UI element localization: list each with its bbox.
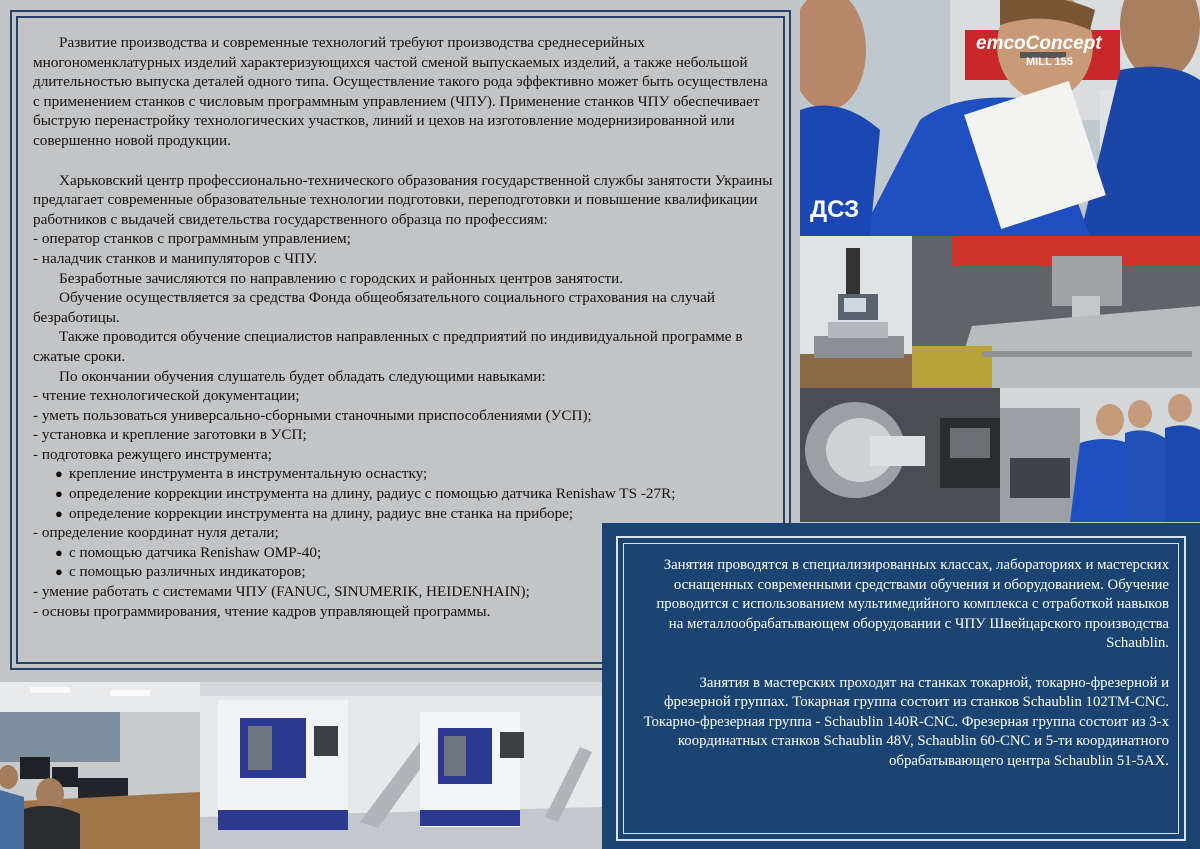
jacket-print-label: ДСЗ [810,196,860,223]
photo-computer-classroom [0,682,200,849]
profession-item: - оператор станков с программным управлением; [33,230,351,248]
skill-subitem-text: крепление инструмента в инструментальную оснастку; [69,465,428,483]
skill-item: - умение работать с системами ЧПУ (FANUC, SINUMERIK, HEIDENHAIN); [33,583,530,601]
skill-subitem-text: с помощью различных индикаторов; [69,563,306,581]
skill-item: - установка и крепление заготовки в УСП; [33,426,307,444]
enterprises-paragraph: Также проводится обучение специалистов направленных с предприятий по индивидуальной программе в сжатые сроки. [33,328,743,365]
skill-subitem-text: определение коррекции инструмента на длину, радиус с помощью датчика Renishaw TS -27R; [69,485,676,503]
bullet-icon: ● [55,486,63,502]
photo-lathe-chuck [800,388,1000,522]
skill-subitem [33,504,773,524]
skill-item: - подготовка режущего инструмента; [33,445,272,463]
center-paragraph: Харьковский центр профессионально-технического образования государственной службы занятости Украины предлагает современные образовательные технологии подготовки, переподготовки и повышение квалификации работников с выдачей свидетельства государственного образца по профессиям: [33,171,773,228]
skill-subitem [33,464,773,484]
info-panel [602,523,1200,849]
intro-paragraph: Развитие производства и современные технологий требуют производства среднесерийных многономенклатурных изделий характеризующихся частой сменой выпускаемых изделий, а также небольшой длительностью выпуска деталей одного типа. Осуществление такого рода эффективно может быть осуществлена с применением станков с числовым программным управлением (ЧПУ). Применение станков ЧПУ обеспечивает быструю перенастройку технологических участков, линий и цехов на изготовление модернизированной или совершенно новой продукции. [33,34,768,149]
skill-item: - основы программирования, чтение кадров управляющей программы. [33,602,491,620]
info-text [642,556,1169,772]
bullet-icon: ● [55,466,63,482]
bullet-icon: ● [55,564,63,580]
photo-measuring-device [800,236,912,388]
photo-milling-cutter [912,236,1200,388]
profession-item: - наладчик станков и манипуляторов с ЧПУ. [33,249,318,267]
bullet-icon: ● [55,505,63,521]
skills-intro: По окончании обучения слушатель будет обладать следующими навыками: [59,367,546,385]
unemployed-paragraph: Безработные зачисляются по направлению с городских и районных центров занятости. [59,269,624,287]
skill-subitem-text: определение коррекции инструмента на длину, радиус вне станка на приборе; [69,504,574,522]
photo-cnc-machining-centers [200,682,602,849]
machine-brand-label: emcoConcept [976,33,1102,54]
info-paragraph-workshops: Занятия в мастерских проходят на станках токарной, токарно-фрезерной и фрезерной группах. Токарная группа состоит из станков Schaublin 102TM-CNC. Токарно-фрезерная группа - Schaublin 140R-CNC. Фрезерная группа состоит из 3-х координатных станков Schaublin 48V, Schaublin 60-CNC и 5-ти координатного обрабатывающего центра Schaublin 51-5AX. [643,674,1169,769]
skill-item: - определение координат нуля детали; [33,524,279,542]
photo-trainees-at-machine [1000,388,1200,522]
machine-model-label: MILL 155 [1026,56,1073,68]
skill-item: - уметь пользоваться универсально-сборными станочными приспособлениями (УСП); [33,406,592,424]
skill-subitem-text: с помощью датчика Renishaw OMP-40; [69,543,322,561]
skill-item: - чтение технологической документации; [33,387,300,405]
bullet-icon: ● [55,544,63,560]
skill-subitem [33,484,773,504]
info-paragraph-classes: Занятия проводятся в специализированных классах, лабораториях и мастерских оснащенных современными средствами обучения и оборудованием. Обучение проводится с использованием мультимедийного комплекса с отработкой навыков на металлообрабатывающем оборудовании с ЧПУ Швейцарского производства Schaublin. [656,557,1169,652]
funding-paragraph: Обучение осуществляется за средства Фонда общеобязательного социального страхования на случай безработицы. [33,289,715,326]
photo-workers-emco-machine [800,0,1200,236]
